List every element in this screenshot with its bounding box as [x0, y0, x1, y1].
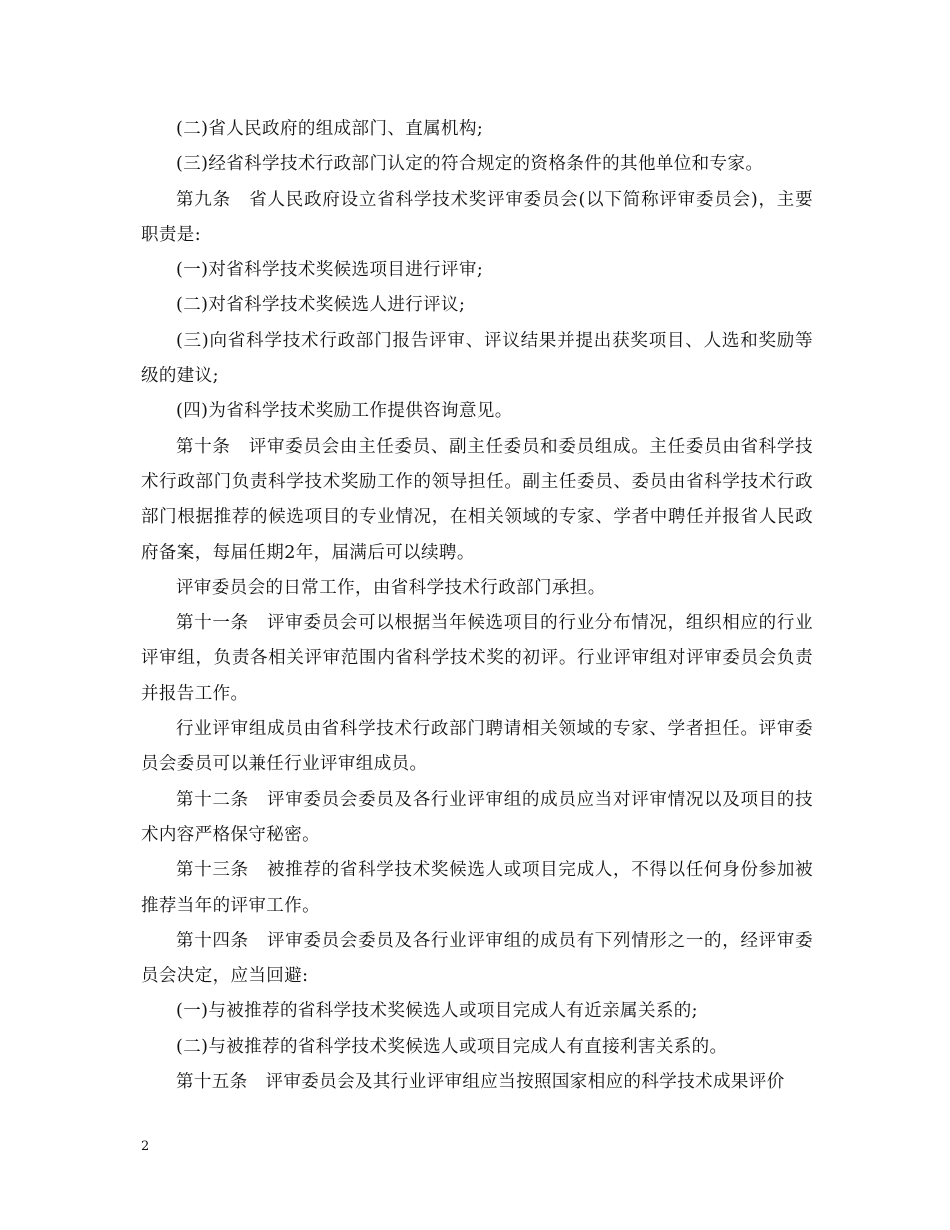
paragraph: (四)为省科学技术奖励工作提供咨询意见。 — [176, 401, 513, 422]
paragraph: (三)经省科学技术行政部门认定的符合规定的资格条件的其他单位和专家。 — [176, 154, 764, 175]
document-body — [141, 112, 813, 1100]
paragraph: 第十一条 评审委员会可以根据当年候选项目的行业分布情况，组织相应的行业评审组，负责各相关评审范围内省科学技术奖的初评。行业评审组对评审委员会负责并报告工作。 — [141, 613, 813, 704]
paragraph: 评审委员会的日常工作，由省科学技术行政部门承担。 — [176, 577, 606, 598]
paragraph: 第十四条 评审委员会委员及各行业评审组的成员有下列情形之一的，经评审委员会决定，应当回避: — [141, 930, 813, 987]
paragraph: (二)对省科学技术奖候选人进行评议; — [176, 295, 466, 316]
paragraph: 第九条 省人民政府设立省科学技术奖评审委员会(以下简称评审委员会)，主要职责是: — [141, 189, 813, 245]
paragraph: (一)与被推荐的省科学技术奖候选人或项目完成人有近亲属关系的; — [176, 1001, 698, 1022]
page-number: 2 — [141, 1139, 150, 1154]
paragraph: 行业评审组成员由省科学技术行政部门聘请相关领域的专家、学者担任。评审委员会委员可以兼任行业评审组成员。 — [141, 719, 813, 775]
paragraph: 第十五条 评审委员会及其行业评审组应当按照国家相应的科学技术成果评价 — [176, 1072, 785, 1093]
paragraph: 第十条 评审委员会由主任委员、副主任委员和委员组成。主任委员由省科学技术行政部门负责科学技术奖励工作的领导担任。副主任委员、委员由省科学技术行政部门根据推荐的候选项目的专业情况，在相关领域的专家、学者中聘任并报省人民政府备案，每届任期2年，届满后可以续聘。 — [141, 436, 813, 563]
paragraph: (一)对省科学技术奖候选项目进行评审; — [176, 260, 484, 281]
paragraph: (三)向省科学技术行政部门报告评审、评议结果并提出获奖项目、人选和奖励等级的建议; — [141, 330, 813, 387]
paragraph: (二)省人民政府的组成部门、直属机构; — [176, 119, 484, 139]
paragraph: 第十二条 评审委员会委员及各行业评审组的成员应当对评审情况以及项目的技术内容严格保守秘密。 — [141, 789, 813, 845]
paragraph: (二)与被推荐的省科学技术奖候选人或项目完成人有直接利害关系的。 — [176, 1036, 728, 1057]
paragraph: 第十三条 被推荐的省科学技术奖候选人或项目完成人，不得以任何身份参加被推荐当年的评审工作。 — [141, 860, 813, 916]
